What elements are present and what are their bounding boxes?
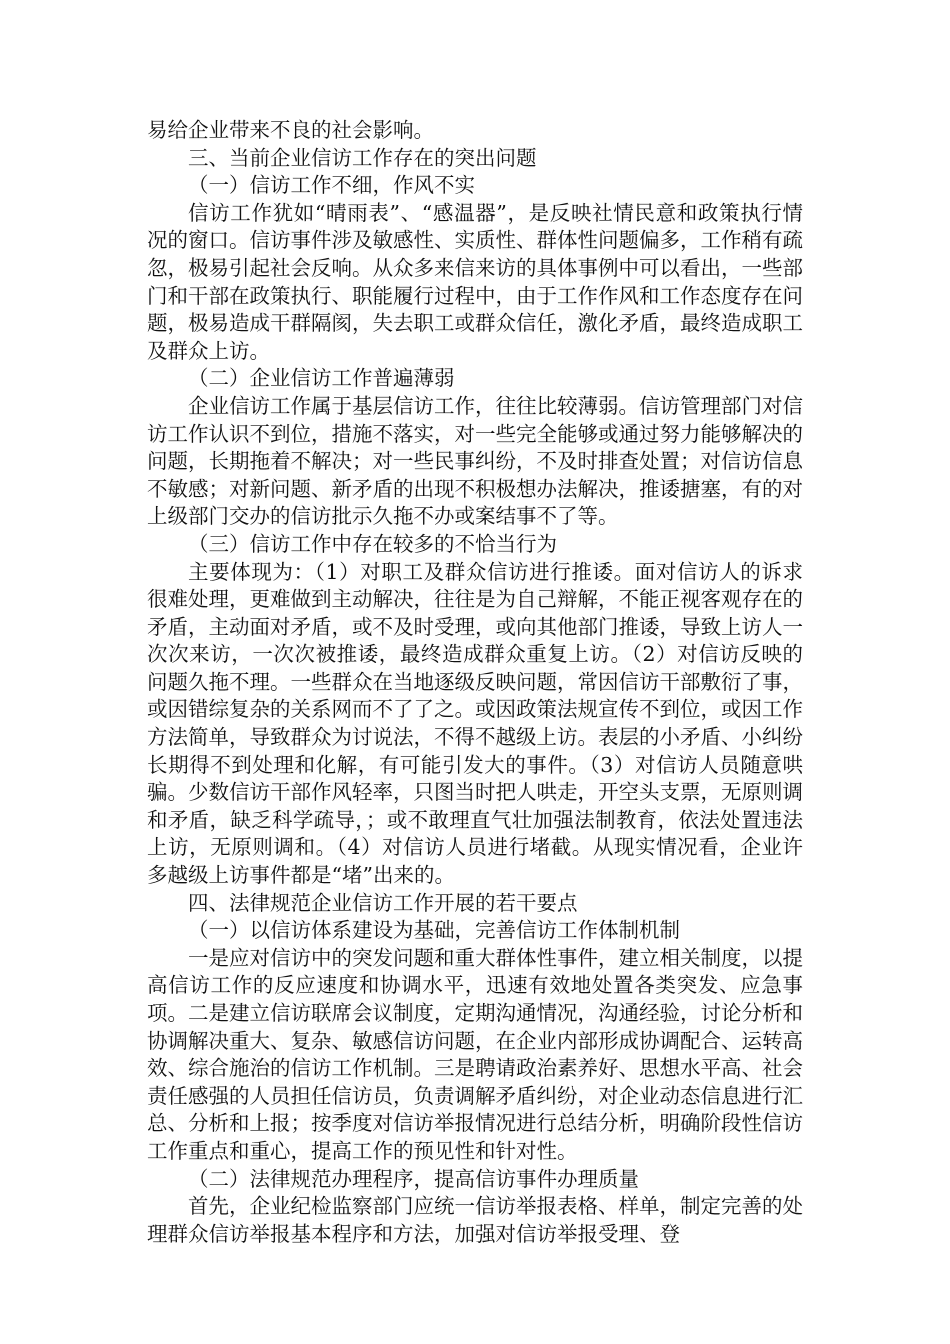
body-paragraph: 信访工作犹如“晴雨表”、“感温器”，是反映社情民意和政策执行情况的窗口。信访事件涉及敏感性、实质性、群体性问题偏多，工作稍有疏忽，极易引起社会反响。从众多来信来访的具体事例中可以看出，一些部门和干部在政策执行、职能履行过程中，由于工作作风和工作态度存在问题，极易造成干群隔阂，失去职工或群众信任，激化矛盾，最终造成职工及群众上访。 [147,200,803,363]
body-paragraph: 首先，企业纪检监察部门应统一信访举报表格、样单，制定完善的处理群众信访举报基本程序和方法，加强对信访举报受理、登 [147,1194,803,1246]
paragraph-continuation: 易给企业带来不良的社会影响。 [147,118,434,142]
subsection-heading-3-3: （三）信访工作中存在较多的不恰当行为 [188,531,557,556]
section-heading-3: 三、当前企业信访工作存在的突出问题 [188,145,537,170]
body-paragraph: 主要体现为：（1）对职工及群众信访进行推诿。面对信访人的诉求很难处理，更难做到主动解决，往往是为自己辩解，不能正视客观存在的矛盾，主动面对矛盾，或不及时受理，或向其他部门推诿，导致上访人一次次来访，一次次被推诿，最终造成群众重复上访。（2）对信访反映的问题久拖不理。一些群众在当地逐级反映问题，常因信访干部敷衍了事，或因错综复杂的关系网而不了了之。或因政策法规宣传不到位，或因工作方法简单，导致群众为讨说法，不得不越级上访。表层的小矛盾、小纠纷长期得不到处理和化解，有可能引发大的事件。（3）对信访人员随意哄骗。少数信访干部作风轻率，只图当时把人哄走，开空头支票，无原则调和矛盾，缺乏科学疏导，；或不敢理直气壮加强法制教育，依法处置违法上访，无原则调和。（4）对信访人员进行堵截。从现实情况看，企业许多越级上访事件都是“堵”出来的。 [147,559,803,888]
subsection-heading-3-2: （二）企业信访工作普遍薄弱 [188,366,455,391]
subsection-heading-4-2: （二）法律规范办理程序，提高信访事件办理质量 [188,1166,639,1191]
subsection-heading-3-1: （一）信访工作不细，作风不实 [188,173,475,198]
section-heading-4: 四、法律规范企业信访工作开展的若干要点 [188,890,578,915]
subsection-heading-4-1: （一）以信访体系建设为基础，完善信访工作体制机制 [188,918,680,943]
body-paragraph: 一是应对信访中的突发问题和重大群体性事件，建立相关制度，以提高信访工作的反应速度和协调水平，迅速有效地处置各类突发、应急事项。二是建立信访联席会议制度，定期沟通情况，沟通经验，讨论分析和协调解决重大、复杂、敏感信访问题，在企业内部形成协调配合、运转高效、综合施治的信访工作机制。三是聘请政治素养好、思想水平高、社会责任感强的人员担任信访员，负责调解矛盾纠纷，对企业动态信息进行汇总、分析和上报；按季度对信访举报情况进行总结分析，明确阶段性信访工作重点和重心，提高工作的预见性和针对性。 [147,945,803,1163]
body-paragraph: 企业信访工作属于基层信访工作，往往比较薄弱。信访管理部门对信访工作认识不到位，措施不落实，对一些完全能够或通过努力能够解决的问题，长期拖着不解决；对一些民事纠纷，不及时排查处置；对信访信息不敏感；对新问题、新矛盾的出现不积极想办法解决，推诿搪塞，有的对上级部门交办的信访批示久拖不办或案结事不了等。 [147,393,803,529]
document-body [147,117,803,1248]
